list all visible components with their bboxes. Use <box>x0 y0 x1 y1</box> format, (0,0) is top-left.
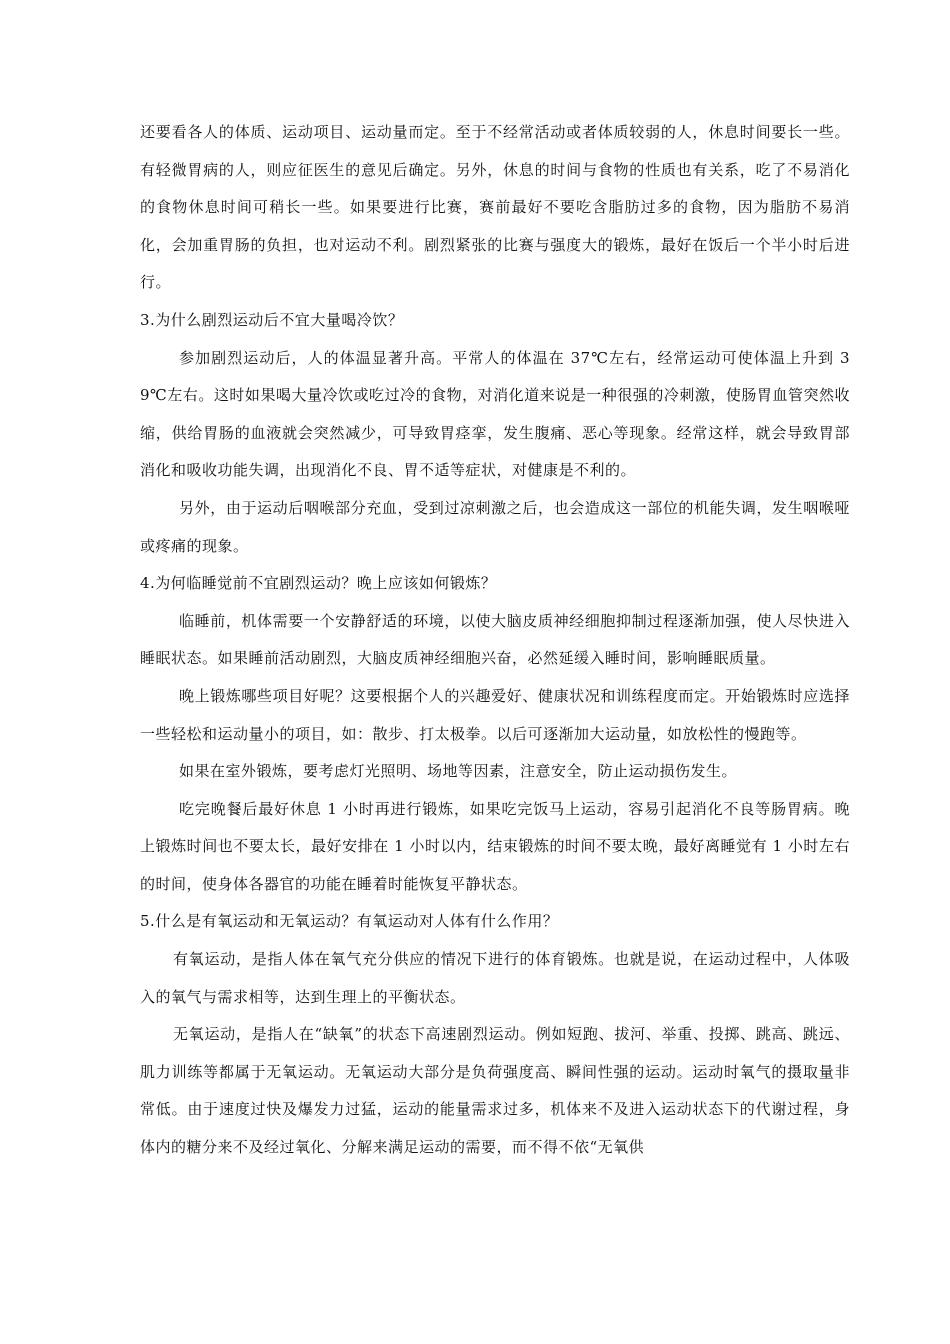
paragraph-intro: 还要看各人的体质、运动项目、运动量而定。至于不经常活动或者体质较弱的人，休息时间要长一些。有轻微胃病的人，则应征医生的意见后确定。另外，休息的时间与食物的性质也有关系，吃了不易消化的食物休息时间可稍长一些。如果要进行比赛，赛前最好不要吃含脂肪过多的食物，因为脂肪不易消化，会加重胃肠的负担，也对运动不利。剧烈紧张的比赛与强度大的锻炼，最好在饭后一个半小时后进行。 <box>140 123 850 292</box>
question-4-paragraph-3: 如果在室外锻炼，要考虑灯光照明、场地等因素，注意安全，防止运动损伤发生。 <box>179 762 738 781</box>
question-4-paragraph-2: 晚上锻炼哪些项目好呢？这要根据个人的兴趣爱好、健康状况和训练程度而定。开始锻炼时应选择一些轻松和运动量小的项目，如：散步、打太极拳。以后可逐渐加大运动量，如放松性的慢跑等。 <box>140 686 850 743</box>
document-page <box>140 114 850 1167</box>
question-3-paragraph-1: 参加剧烈运动后，人的体温显著升高。平常人的体温在 37℃左右，经常运动可使体温上升到 39℃左右。这时如果喝大量冷饮或吃过冷的食物，对消化道来说是一种很强的冷刺激，使肠胃血管突然收缩，供给胃肠的血液就会突然减少，可导致胃痉挛，发生腹痛、恶心等现象。经常这样，就会导致胃部消化和吸收功能失调，出现消化不良、胃不适等症状，对健康是不利的。 <box>140 348 850 480</box>
question-3-paragraph-2: 另外，由于运动后咽喉部分充血，受到过凉刺激之后，也会造成这一部位的机能失调，发生咽喉哑或疼痛的现象。 <box>140 498 850 555</box>
question-5-paragraph-2: 无氧运动，是指人在“缺氧”的状态下高速剧烈运动。例如短跑、拔河、举重、投掷、跳高、跳远、肌力训练等都属于无氧运动。无氧运动大部分是负荷强度高、瞬间性强的运动。运动时氧气的摄取量非常低。由于速度过快及爆发力过猛，运动的能量需求过多，机体来不及进入运动状态下的代谢过程，身体内的糖分来不及经过氧化、分解来满足运动的需要，而不得不依“无氧供 <box>140 1025 850 1157</box>
question-3-heading: 3.为什么剧烈运动后不宜大量喝冷饮？ <box>140 310 404 329</box>
question-4-paragraph-4: 吃完晚餐后最好休息 1 小时再进行锻炼，如果吃完饭马上运动，容易引起消化不良等肠胃病。晚上锻炼时间也不要太长，最好安排在 1 小时以内，结束锻炼的时间不要太晚，最好离睡觉有 1 小时左右的时间，使身体各器官的功能在睡着时能恢复平静状态。 <box>140 799 850 893</box>
question-4-paragraph-1: 临睡前，机体需要一个安静舒适的环境，以使大脑皮质神经细胞抑制过程逐渐加强，使人尽快进入睡眠状态。如果睡前活动剧烈，大脑皮质神经细胞兴奋，必然延缓入睡时间，影响睡眠质量。 <box>140 611 850 668</box>
question-5-paragraph-1: 有氧运动，是指人体在氧气充分供应的情况下进行的体育锻炼。也就是说，在运动过程中，人体吸入的氧气与需求相等，达到生理上的平衡状态。 <box>140 950 850 1006</box>
question-5-heading: 5.什么是有氧运动和无氧运动？有氧运动对人体有什么作用？ <box>140 912 559 931</box>
question-4-heading: 4.为何临睡觉前不宜剧烈运动？晚上应该如何锻炼？ <box>140 574 497 593</box>
